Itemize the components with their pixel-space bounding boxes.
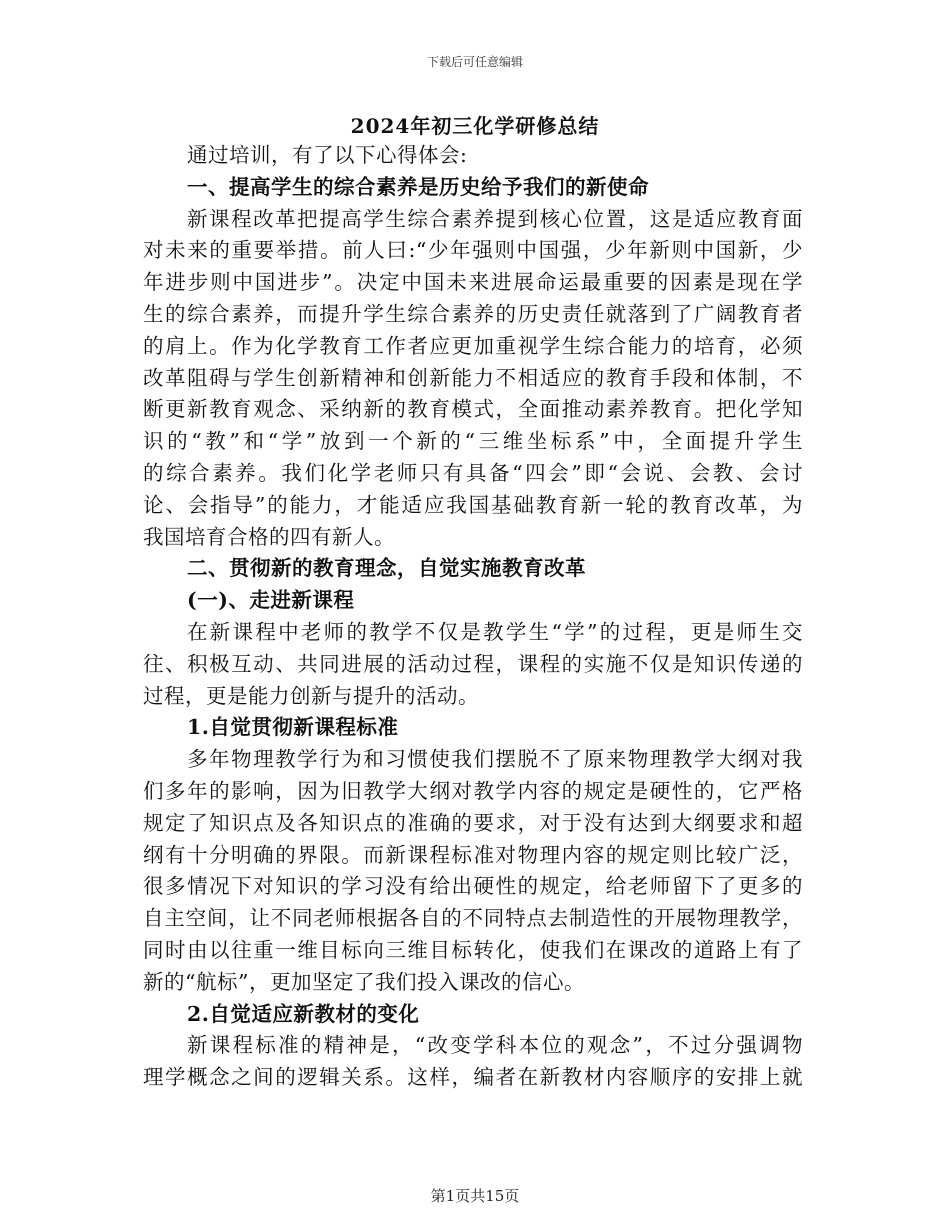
page-header: 下载后可任意编辑 [426, 55, 523, 69]
point-1-line: 自主空间，让不同老师根据各自的不同特点去制造性的开展物理教学， [143, 906, 803, 931]
point-2-heading: 2.自觉适应新教材的变化 [187, 1001, 420, 1026]
point-1-line: 纲有十分明确的界限。而新课程标准对物理内容的规定则比较广泛， [143, 842, 803, 867]
point-1-line: 很多情况下对知识的学习没有给出硬性的规定，给老师留下了更多的 [143, 874, 803, 899]
page-footer: 第1页共15页 [430, 1187, 520, 1205]
section-1-line: 论、会指导”的能力，才能适应我国基础教育新一轮的教育改革，为 [143, 492, 803, 517]
point-1-line: 同时由以往重一维目标向三维目标转化，使我们在课改的道路上有了 [143, 937, 803, 962]
section-1-line: 断更新教育观念、采纳新的教育模式，全面推动素养教育。把化学知 [143, 397, 803, 422]
section-1-line: 对未来的重要举措。前人曰:“少年强则中国强，少年新则中国新，少 [143, 238, 803, 263]
section-1-heading: 一、提高学生的综合素养是历史给予我们的新使命 [187, 174, 649, 199]
section-1-line: 改革阻碍与学生创新精神和创新能力不相适应的教育手段和体制，不 [143, 365, 803, 390]
section-1-line: 新课程改革把提高学生综合素养提到核心位置，这是适应教育面 [187, 206, 803, 231]
point-1-heading: 1.自觉贯彻新课程标准 [187, 715, 399, 740]
point-1-line: 规定了知识点及各知识点的准确的要求，对于没有达到大纲要求和超 [143, 810, 803, 835]
section-2-subheading: (一)、走进新课程 [187, 588, 355, 613]
section-1-line: 识的“教”和“学”放到一个新的“三维坐标系”中，全面提升学生 [143, 429, 803, 454]
point-1-line: 们多年的影响，因为旧教学大纲对教学内容的规定是硬性的，它严格 [143, 778, 803, 803]
section-2-line: 在新课程中老师的教学不仅是教学生“学”的过程，更是师生交 [187, 619, 803, 644]
intro-paragraph: 通过培训，有了以下心得体会: [187, 143, 468, 167]
section-2-line: 往、积极互动、共同进展的活动过程，课程的实施不仅是知识传递的 [143, 651, 803, 676]
section-2-line: 过程，更是能力创新与提升的活动。 [143, 683, 479, 708]
section-1-line: 我国培育合格的四有新人。 [143, 524, 395, 549]
section-1-line: 的肩上。作为化学教育工作者应更加重视学生综合能力的培育，必须 [143, 333, 803, 358]
point-2-line: 理学概念之间的逻辑关系。这样，编者在新教材内容顺序的安排上就 [143, 1065, 803, 1090]
section-1-line: 年进步则中国进步”。决定中国未来进展命运最重要的因素是现在学 [143, 270, 803, 295]
document-title: 2024年初三化学研修总结 [350, 114, 600, 138]
document-body [143, 140, 803, 1094]
point-1-line: 新的“航标”，更加坚定了我们投入课改的信心。 [143, 969, 585, 994]
section-2-heading: 二、贯彻新的教育理念，自觉实施教育改革 [187, 556, 586, 581]
section-1-line: 生的综合素养，而提升学生综合素养的历史责任就落到了广阔教育者 [143, 301, 803, 326]
point-1-line: 多年物理教学行为和习惯使我们摆脱不了原来物理教学大纲对我 [187, 747, 803, 772]
section-1-line: 的综合素养。我们化学老师只有具备“四会”即“会说、会教、会讨 [143, 460, 803, 485]
point-2-line: 新课程标准的精神是，“改变学科本位的观念”，不过分强调物 [187, 1033, 803, 1058]
